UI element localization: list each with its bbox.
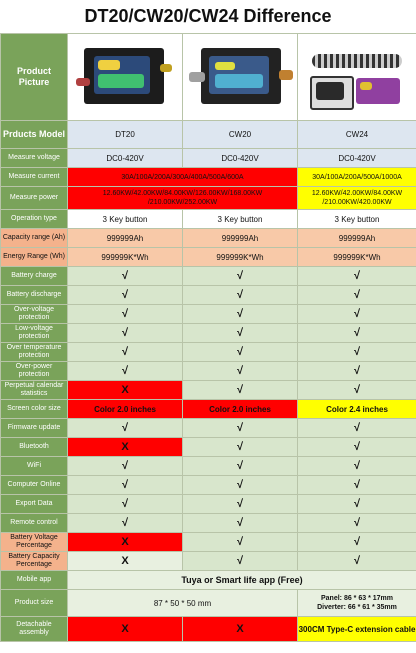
check-icon: √: [68, 305, 183, 324]
check-icon: √: [298, 552, 416, 571]
row-label: Over-power protection: [1, 362, 68, 381]
check-icon: √: [183, 533, 298, 552]
row-opp: [1, 362, 416, 381]
row-label: Battery discharge: [1, 286, 68, 305]
row-label: Measure current: [1, 168, 68, 187]
check-icon: √: [298, 476, 416, 495]
row-size: [1, 590, 416, 617]
row-discharge: [1, 286, 416, 305]
check-icon: √: [298, 381, 416, 400]
cell-cw24: [298, 590, 416, 617]
row-current: [1, 168, 416, 187]
cell-app: Tuya or Smart life app (Free): [68, 571, 416, 590]
cell-dt20: Color 2.0 inches: [68, 400, 183, 419]
check-icon: √: [298, 514, 416, 533]
check-icon: √: [183, 286, 298, 305]
row-label: Product Picture: [1, 34, 68, 121]
row-bluetooth: [1, 438, 416, 457]
row-label: Remote control: [1, 514, 68, 533]
check-icon: √: [298, 495, 416, 514]
row-voltage: [1, 149, 416, 168]
row-otp: [1, 343, 416, 362]
cell-cw20: 999999Ah: [183, 229, 298, 248]
cell-cw24: 999999Ah: [298, 229, 416, 248]
row-power: [1, 187, 416, 210]
size-panel: Panel: 86 * 63 * 17mm: [321, 595, 393, 602]
check-icon: √: [183, 267, 298, 286]
row-label: Operation type: [1, 210, 68, 229]
check-icon: √: [68, 362, 183, 381]
check-icon: √: [183, 305, 298, 324]
model-dt20: DT20: [68, 121, 183, 149]
page-title: DT20/CW20/CW24 Difference: [0, 0, 416, 33]
check-icon: √: [183, 476, 298, 495]
cell-cw24: DC0-420V: [298, 149, 416, 168]
cell-cw24: 30A/100A/200A/500A/1000A: [298, 168, 416, 187]
cell-cw20: 999999K*Wh: [183, 248, 298, 267]
row-wifi: [1, 457, 416, 476]
cell-cw24: 300CM Type-C extension cable: [298, 617, 416, 642]
check-icon: √: [68, 324, 183, 343]
row-label: Screen color size: [1, 400, 68, 419]
size-diverter: Diverter: 66 * 61 * 35mm: [317, 604, 397, 611]
cw24-picture: [298, 34, 416, 121]
check-icon: √: [183, 552, 298, 571]
check-icon: √: [298, 533, 416, 552]
row-label: Low-voltage protection: [1, 324, 68, 343]
row-bvp: [1, 533, 416, 552]
dt20-picture: [68, 34, 183, 121]
check-icon: √: [298, 324, 416, 343]
check-icon: √: [68, 495, 183, 514]
check-icon: √: [298, 362, 416, 381]
cw20-picture: [183, 34, 298, 121]
row-label: Detachable assembly: [1, 617, 68, 642]
row-detach: [1, 617, 416, 642]
row-label: Over temperature protection: [1, 343, 68, 362]
model-cw24: CW24: [298, 121, 416, 149]
check-icon: √: [183, 381, 298, 400]
row-charge: [1, 267, 416, 286]
check-icon: √: [68, 419, 183, 438]
row-export: [1, 495, 416, 514]
row-app: [1, 571, 416, 590]
check-icon: √: [68, 476, 183, 495]
cross-icon: X: [68, 438, 183, 457]
check-icon: √: [68, 343, 183, 362]
row-label: Export Data: [1, 495, 68, 514]
check-icon: √: [298, 419, 416, 438]
row-label: Perpetual calendar statistics: [1, 381, 68, 400]
cell-cw20: Color 2.0 inches: [183, 400, 298, 419]
check-icon: √: [183, 343, 298, 362]
check-icon: √: [183, 438, 298, 457]
row-product-picture: [1, 34, 416, 121]
cross-icon: X: [68, 381, 183, 400]
cell-cw20: DC0-420V: [183, 149, 298, 168]
row-label: Bluetooth: [1, 438, 68, 457]
check-icon: √: [298, 305, 416, 324]
cell-cw20: 3 Key button: [183, 210, 298, 229]
cross-icon: X: [183, 617, 298, 642]
check-icon: √: [183, 457, 298, 476]
check-icon: √: [183, 514, 298, 533]
cell-dt20-cw20: 12.60KW/42.00KW/84.00KW/126.00KW/168.00KW /210.00KW/252.00KW: [68, 187, 298, 210]
row-label: Over-voltage protection: [1, 305, 68, 324]
row-operation: [1, 210, 416, 229]
row-label: Prducts Model: [1, 121, 68, 149]
check-icon: √: [68, 457, 183, 476]
comparison-table: [0, 33, 416, 642]
row-energy: [1, 248, 416, 267]
row-label: Computer Online: [1, 476, 68, 495]
row-firmware: [1, 419, 416, 438]
cell-dt20-cw20: 87 * 50 * 50 mm: [68, 590, 298, 617]
check-icon: √: [298, 286, 416, 305]
check-icon: √: [68, 514, 183, 533]
check-icon: √: [68, 286, 183, 305]
row-calendar: [1, 381, 416, 400]
row-model: [1, 121, 416, 149]
check-icon: √: [298, 267, 416, 286]
row-label: Capacity range (Ah): [1, 229, 68, 248]
row-label: Battery Voltage Percentage: [1, 533, 68, 552]
cross-icon: X: [68, 533, 183, 552]
row-bcp: [1, 552, 416, 571]
check-icon: √: [183, 362, 298, 381]
row-lvp: [1, 324, 416, 343]
cell-dt20: 999999K*Wh: [68, 248, 183, 267]
row-label: Battery Capacity Percentage: [1, 552, 68, 571]
cell-cw24: Color 2.4 inches: [298, 400, 416, 419]
row-screen: [1, 400, 416, 419]
check-icon: √: [298, 457, 416, 476]
check-icon: √: [183, 419, 298, 438]
check-icon: √: [183, 495, 298, 514]
check-icon: √: [298, 343, 416, 362]
row-label: Energy Range (Wh): [1, 248, 68, 267]
row-label: Measure power: [1, 187, 68, 210]
row-label: Mobile app: [1, 571, 68, 590]
cell-dt20: DC0-420V: [68, 149, 183, 168]
cell-dt20: 999999Ah: [68, 229, 183, 248]
check-icon: √: [183, 324, 298, 343]
row-label: WiFi: [1, 457, 68, 476]
cross-icon: X: [68, 552, 183, 571]
row-label: Battery charge: [1, 267, 68, 286]
cross-icon: X: [68, 617, 183, 642]
cell-dt20: 3 Key button: [68, 210, 183, 229]
row-ovp: [1, 305, 416, 324]
check-icon: √: [298, 438, 416, 457]
row-label: Firmware update: [1, 419, 68, 438]
cell-cw24: 12.60KW/42.00KW/84.00KW /210.00KW/420.00KW: [298, 187, 416, 210]
row-label: Measure voltage: [1, 149, 68, 168]
model-cw20: CW20: [183, 121, 298, 149]
cell-cw24: 3 Key button: [298, 210, 416, 229]
cell-cw24: 999999K*Wh: [298, 248, 416, 267]
row-label: Product size: [1, 590, 68, 617]
row-capacity: [1, 229, 416, 248]
cell-dt20-cw20: 30A/100A/200A/300A/400A/500A/600A: [68, 168, 298, 187]
row-remote: [1, 514, 416, 533]
row-computer: [1, 476, 416, 495]
check-icon: √: [68, 267, 183, 286]
